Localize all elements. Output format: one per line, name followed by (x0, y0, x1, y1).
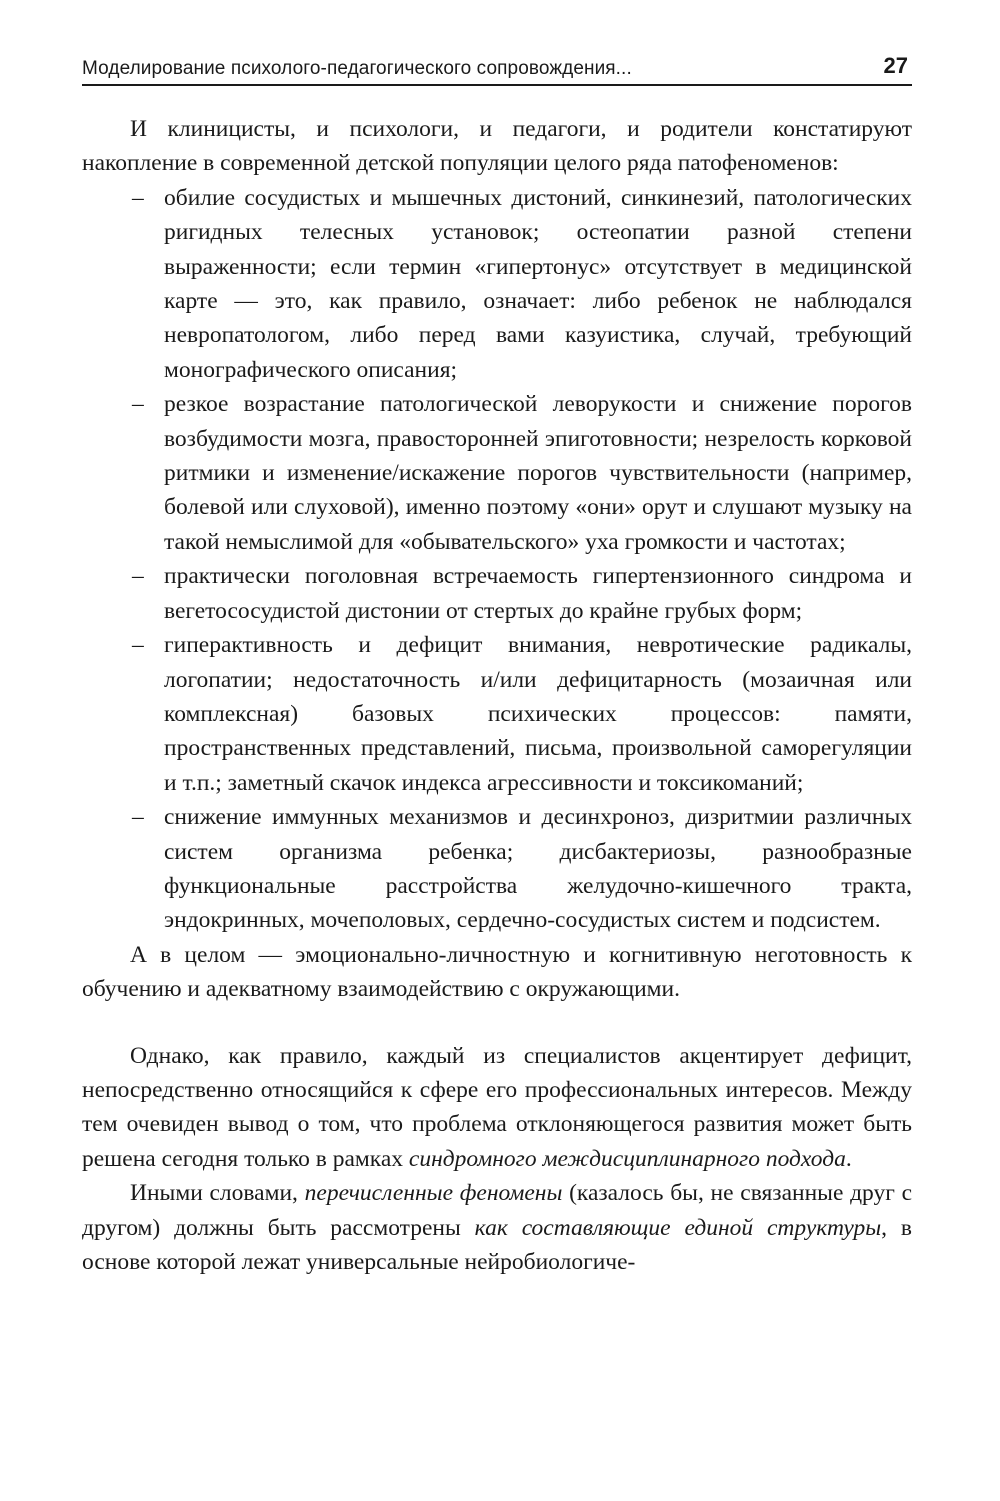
structure-emphasis-1: перечисленные феномены (304, 1180, 563, 1207)
list-item (82, 559, 912, 628)
list-item-text: снижение иммунных механизмов и десинхроноз, дизритмии различных систем организма ребенка; дисбактериозы, разнообразные функциональные расстройства желудочно-кишечного тракта, эндокринных, мочеполовых, сердечно-сосудистых систем и подсистем. (164, 804, 912, 934)
dash-bullet: – (132, 391, 144, 418)
structure-emphasis-2: как составляющие единой структуры (474, 1214, 882, 1241)
page-number: 27 (883, 53, 908, 78)
approach-end: . (845, 1145, 852, 1172)
structure-text-2: (казалось бы, не связанные друг с другом) должны быть рассмотрены (82, 1180, 913, 1241)
running-title: Моделирование психолого-педагогического сопровождения... (82, 58, 632, 79)
list-item-text: практически поголовная встречаемость гипертензионного синдрома и вегетососудистой дистонии от стертых до крайне грубых форм; (164, 563, 912, 624)
pathophenomena-list (82, 181, 912, 938)
page-content (82, 112, 912, 1279)
intro-paragraph: И клиницисты, и психологи, и педагоги, и родители констатируют накопление в современной детской популяции целого ряда патофеноменов: (82, 116, 912, 177)
book-page (82, 48, 912, 1279)
list-item-text: резкое возрастание патологической леворукости и снижение порогов возбудимости мозга, правосторонней эпиготовности; незрелость корковой ритмики и изменение/искажение порогов чувствительности (например, болевой или слуховой), именно поэтому «они» орут и слушают музыку на такой немыслимой для «обывательского» уха громкости и частотах; (164, 391, 912, 555)
list-item-text: гиперактивность и дефицит внимания, невротические радикалы, логопатии; недостаточность и/или дефицитарность (мозаичная или комплексная) базовых психических процессов: памяти, пространственных представлений, письма, произвольной саморегуляции и т.п.; заметный скачок индекса агрессивности и токсикоманий; (164, 632, 912, 796)
dash-bullet: – (132, 563, 144, 590)
dash-bullet: – (132, 632, 144, 659)
dash-bullet: – (132, 804, 144, 831)
list-item (82, 800, 912, 938)
structure-text-1: Иными словами, (130, 1180, 305, 1207)
running-header (82, 48, 912, 86)
list-item-text: обилие сосудистых и мышечных дистоний, синкинезий, патологических ригидных телесных установок; остеопатии разной степени выраженности; если термин «гипертонус» отсутствует в медицинской карте — это, как правило, означает: либо ребенок не наблюдался невропатологом, либо перед вами казуистика, случай, требующий монографического описания; (164, 184, 912, 383)
list-item (82, 387, 912, 559)
structure-paragraph (82, 1176, 912, 1279)
structure-text-3: , в основе которой лежат универсальные нейробиологиче- (82, 1214, 912, 1275)
summary-paragraph (82, 938, 912, 1007)
approach-text: Однако, как правило, каждый из специалистов акцентирует дефицит, непосредственно относящийся к сфере его профессиональных интересов. Между тем очевиден вывод о том, что проблема отклоняющегося развития может быть решена сегодня только в рамках (82, 1042, 912, 1172)
summary-text: А в целом — эмоционально-личностную и когнитивную неготовность к обучению и адекватному взаимодействию с окружающими. (82, 941, 912, 1003)
approach-emphasis: синдромного междисциплинарного подхода (408, 1145, 846, 1172)
list-item (82, 628, 912, 800)
dash-bullet: – (132, 184, 144, 211)
approach-paragraph (82, 1039, 912, 1177)
section-gap (82, 1007, 912, 1039)
list-item (82, 181, 912, 387)
